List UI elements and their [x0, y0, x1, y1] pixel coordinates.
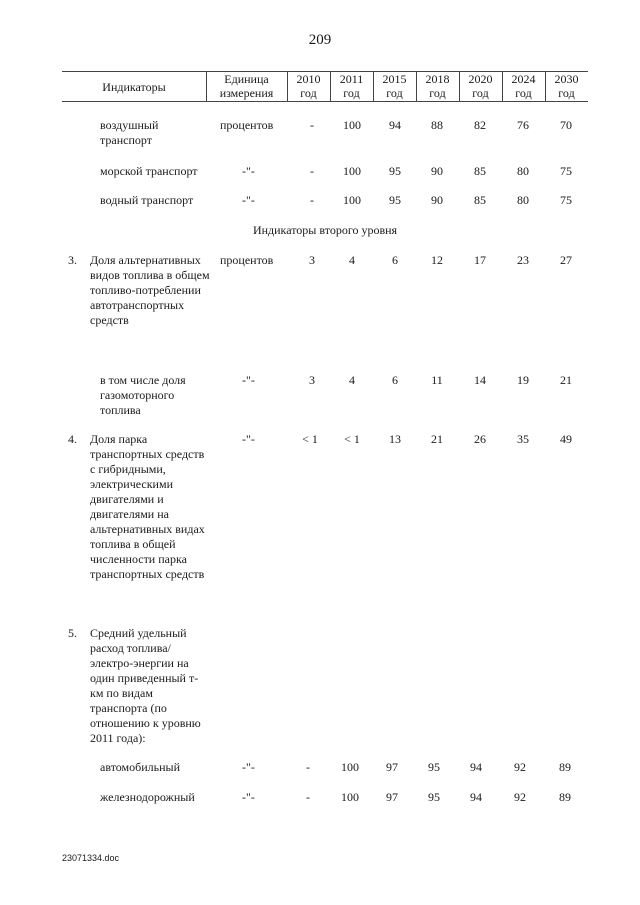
year-label: 2030	[554, 72, 579, 86]
cell-fleet-2015: 13	[389, 432, 401, 446]
row-label-alt-fuel-share: Доля альтернативных видов топлива в общем топливо-потреблении автотранспортных средств	[90, 253, 210, 327]
row-label-fuel-consumption: Средний удельный расход топлива/электро-энергии на один приведенный т-км по видам транспорта (по отношению к уровню 2011 года):	[90, 626, 201, 745]
cell-sea-2011: 100	[343, 164, 361, 178]
cell-alt-fuel-2020: 17	[474, 253, 486, 267]
row-unit-rail: -"-	[242, 790, 255, 804]
year-label: 2015	[382, 72, 407, 86]
header-year-2030	[545, 72, 588, 100]
year-label: 2011	[339, 72, 364, 86]
cell-air-2018: 88	[431, 118, 443, 132]
header-year-2020	[459, 72, 502, 100]
cell-gas-2010: 3	[309, 373, 315, 387]
cell-water-2020: 85	[474, 193, 486, 207]
cell-gas-2024: 19	[517, 373, 529, 387]
cell-road-2010: -	[306, 760, 310, 774]
header-bottom-rule	[62, 101, 588, 102]
cell-rail-2010: -	[306, 790, 310, 804]
row-unit-road: -"-	[242, 760, 255, 774]
cell-sea-2020: 85	[474, 164, 486, 178]
header-unit-line2: измерения	[219, 86, 274, 100]
cell-road-2030: 89	[559, 760, 571, 774]
year-suffix: год	[429, 86, 446, 100]
cell-air-2030: 70	[560, 118, 572, 132]
header-unit	[206, 72, 287, 100]
cell-sea-2015: 95	[389, 164, 401, 178]
year-suffix: год	[343, 86, 360, 100]
cell-gas-2030: 21	[560, 373, 572, 387]
cell-water-2030: 75	[560, 193, 572, 207]
cell-water-2018: 90	[431, 193, 443, 207]
cell-air-2010: -	[310, 118, 314, 132]
row-label-fleet-share: Доля парка транспортных средств с гибридными, электрическими двигателями и двигателями на альтернативных видах топлива в общей численности парка транспортных средств	[90, 432, 205, 581]
row-unit-gas-motor: -"-	[242, 373, 255, 387]
cell-road-2018: 95	[428, 760, 440, 774]
cell-rail-2024: 92	[514, 790, 526, 804]
cell-fleet-2010: < 1	[302, 432, 318, 446]
cell-fleet-2020: 26	[474, 432, 486, 446]
header-year-2010	[287, 72, 330, 100]
cell-fleet-2030: 49	[560, 432, 572, 446]
cell-gas-2011: 4	[349, 373, 355, 387]
cell-water-2011: 100	[343, 193, 361, 207]
cell-rail-2018: 95	[428, 790, 440, 804]
cell-alt-fuel-2018: 12	[431, 253, 443, 267]
cell-water-2024: 80	[517, 193, 529, 207]
cell-water-2010: -	[310, 193, 314, 207]
cell-water-2015: 95	[389, 193, 401, 207]
header-unit-line1: Единица	[224, 72, 269, 86]
cell-sea-2018: 90	[431, 164, 443, 178]
year-label: 2020	[468, 72, 493, 86]
year-label: 2024	[511, 72, 536, 86]
cell-rail-2015: 97	[386, 790, 398, 804]
row-label-sea: морской транспорт	[100, 164, 198, 178]
page-number: 209	[308, 32, 332, 48]
header-indicators: Индикаторы	[102, 80, 166, 94]
cell-alt-fuel-2024: 23	[517, 253, 529, 267]
year-label: 2018	[425, 72, 450, 86]
row-number-4: 4.	[68, 432, 77, 446]
cell-alt-fuel-2030: 27	[560, 253, 572, 267]
year-suffix: год	[558, 86, 575, 100]
header-year-2024	[502, 72, 545, 100]
row-unit-sea: -"-	[242, 164, 255, 178]
cell-fleet-2018: 21	[431, 432, 443, 446]
cell-road-2020: 94	[470, 760, 482, 774]
cell-sea-2030: 75	[560, 164, 572, 178]
cell-rail-2020: 94	[470, 790, 482, 804]
header-year-2011	[330, 72, 373, 100]
cell-fleet-2024: 35	[517, 432, 529, 446]
cell-road-2015: 97	[386, 760, 398, 774]
row-label-air: воздушный транспорт	[100, 118, 159, 147]
cell-alt-fuel-2010: 3	[309, 253, 315, 267]
cell-sea-2010: -	[310, 164, 314, 178]
year-label: 2010	[296, 72, 321, 86]
cell-air-2020: 82	[474, 118, 486, 132]
row-number-3: 3.	[68, 253, 77, 267]
row-number-5: 5.	[68, 626, 77, 640]
section-heading: Индикаторы второго уровня	[252, 223, 398, 237]
row-unit-water: -"-	[242, 193, 255, 207]
cell-gas-2020: 14	[474, 373, 486, 387]
row-label-gas-motor: в том числе доля газомоторного топлива	[100, 373, 186, 417]
row-unit-alt-fuel-share: процентов	[220, 253, 274, 267]
cell-air-2015: 94	[389, 118, 401, 132]
row-label-water: водный транспорт	[100, 193, 194, 207]
cell-rail-2011: 100	[341, 790, 359, 804]
row-unit-air: процентов	[220, 118, 274, 132]
year-suffix: год	[300, 86, 317, 100]
cell-fleet-2011: < 1	[344, 432, 360, 446]
cell-gas-2015: 6	[392, 373, 398, 387]
cell-alt-fuel-2011: 4	[349, 253, 355, 267]
cell-air-2024: 76	[517, 118, 529, 132]
header-year-2015	[373, 72, 416, 100]
year-suffix: год	[472, 86, 489, 100]
cell-gas-2018: 11	[431, 373, 443, 387]
header-year-2018	[416, 72, 459, 100]
cell-rail-2030: 89	[559, 790, 571, 804]
cell-sea-2024: 80	[517, 164, 529, 178]
row-unit-fleet-share: -"-	[242, 432, 255, 446]
cell-road-2024: 92	[514, 760, 526, 774]
row-label-rail: железнодорожный	[100, 790, 195, 804]
cell-air-2011: 100	[343, 118, 361, 132]
footer-doc-id: 23071334.doc	[62, 853, 120, 863]
cell-road-2011: 100	[341, 760, 359, 774]
cell-alt-fuel-2015: 6	[392, 253, 398, 267]
year-suffix: год	[515, 86, 532, 100]
row-label-road: автомобильный	[100, 760, 181, 774]
year-suffix: год	[386, 86, 403, 100]
